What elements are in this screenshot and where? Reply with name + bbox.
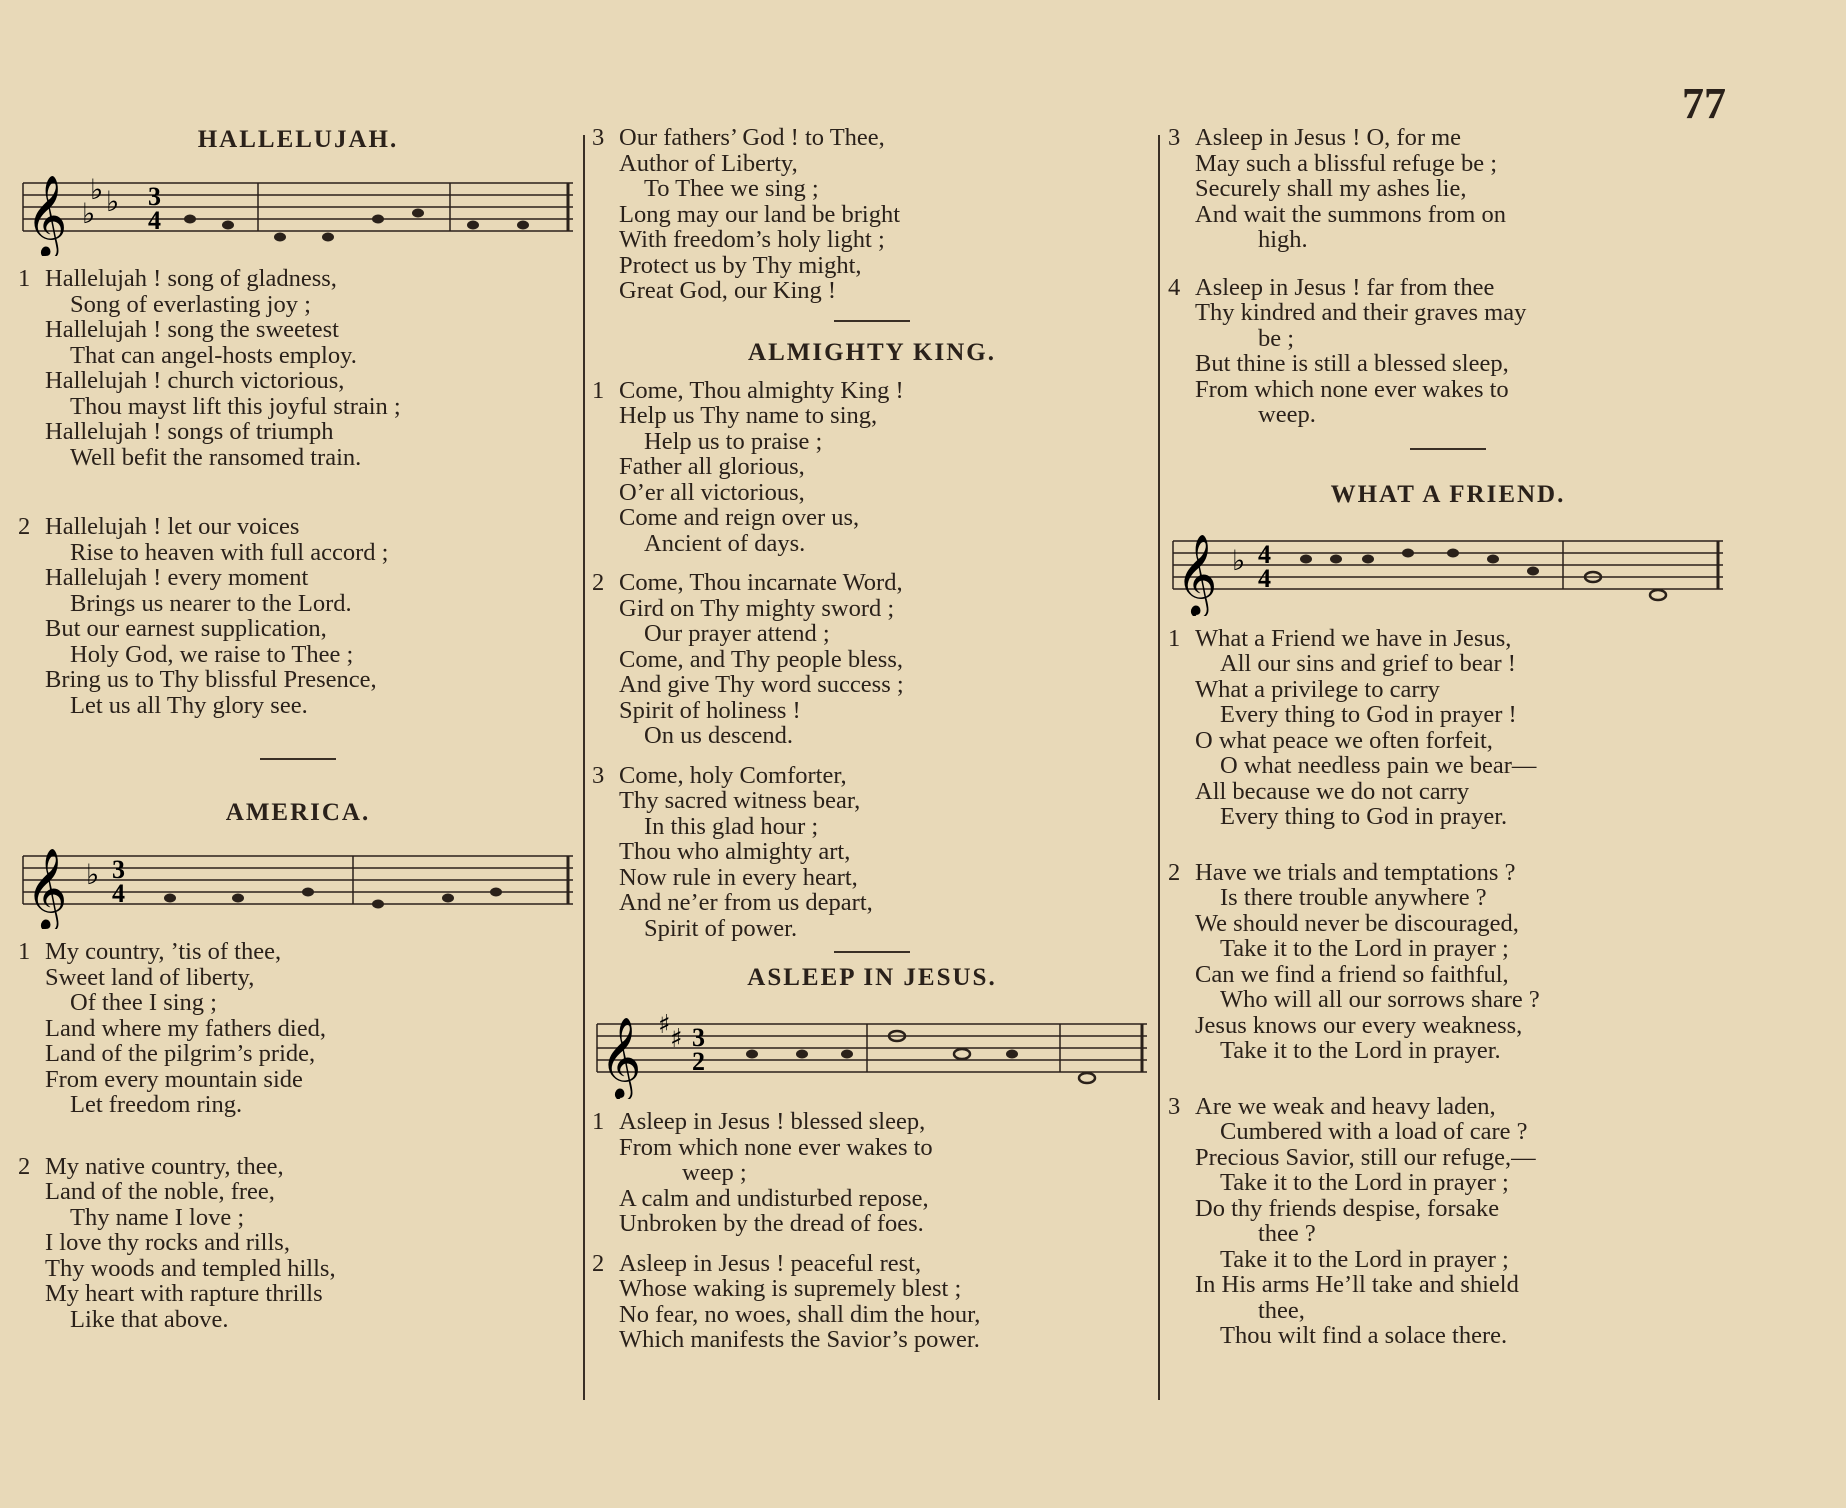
lyric-line: Come, holy Comforter, (619, 761, 847, 789)
lyric-line: Land where my fathers died, (45, 1014, 326, 1042)
stanza (1168, 860, 1728, 1064)
treble-clef-icon: 𝄞 (26, 847, 68, 929)
lyric-line: Land of the pilgrim’s pride, (45, 1040, 316, 1067)
hymn-america (18, 798, 578, 1332)
lyric-line: Of thee I sing ; (70, 989, 217, 1016)
lyric-line: Come, Thou incarnate Word, (619, 569, 903, 596)
lyric-line: Well befit the ransomed train. (70, 443, 362, 471)
lyric-line: What a privilege to carry (1195, 675, 1440, 703)
lyric-line: In this glad hour ; (644, 812, 819, 840)
stanza (592, 1251, 1152, 1353)
stanza-number: 3 (1168, 1092, 1181, 1120)
time-signature-bottom: 2 (692, 1047, 705, 1076)
lyric-line: Cumbered with a load of care ? (1220, 1118, 1528, 1145)
lyric-line: Every thing to God in prayer ! (1220, 701, 1517, 728)
time-signature-bottom: 4 (148, 206, 161, 235)
column-divider (583, 135, 585, 1400)
lyric-line: Now rule in every heart, (619, 863, 858, 891)
stanza-number: 2 (18, 1152, 31, 1180)
flat-icon: ♭ (90, 173, 104, 206)
stanza (1168, 1094, 1728, 1349)
treble-clef-icon: 𝄞 (1176, 532, 1218, 615)
lyric-line: O what peace we often forfeit, (1195, 726, 1493, 754)
lyric-line: Spirit of power. (644, 914, 798, 942)
music-staff (1168, 516, 1728, 616)
lyric-line: Is there trouble anywhere ? (1220, 884, 1487, 911)
lyric-line: Great God, our King ! (619, 277, 837, 304)
lyric-line: From every mountain side (45, 1065, 303, 1093)
stanza-number: 1 (592, 376, 605, 404)
hymn-title: ASLEEP IN JESUS. (747, 964, 997, 991)
lyric-line: Bring us to Thy blissful Presence, (45, 666, 377, 693)
lyric-line: All our sins and grief to bear ! (1220, 650, 1516, 677)
lyric-line: Thy woods and templed hills, (45, 1254, 336, 1282)
lyric-line: Thou who almighty art, (619, 838, 851, 865)
stanza-number: 3 (592, 761, 605, 789)
page-number: 77 (1682, 79, 1726, 128)
stanza (592, 570, 1152, 749)
stanza-number: 1 (592, 1108, 605, 1135)
lyric-line: In His arms He’ll take and shield (1195, 1271, 1519, 1298)
lyric-line: My native country, thee, (45, 1152, 284, 1180)
stanza (18, 266, 578, 470)
lyric-line: Jesus knows our every weakness, (1195, 1011, 1523, 1039)
flat-icon: ♭ (1232, 543, 1246, 577)
flat-icon: ♭ (86, 858, 100, 891)
lyric-line: Unbroken by the dread of foes. (619, 1210, 924, 1237)
lyric-line: Take it to the Lord in prayer ; (1220, 1245, 1509, 1273)
lyric-line: From which none ever wakes to (1195, 375, 1509, 403)
lyric-line: Song of everlasting joy ; (70, 290, 311, 318)
lyric-line: Come, and Thy people bless, (619, 645, 903, 673)
flat-icon: ♭ (82, 197, 96, 230)
lyric-line: Whose waking is supremely blest ; (619, 1275, 962, 1302)
lyric-line: Do thy friends despise, forsake (1195, 1194, 1500, 1222)
lyric-line: My heart with rapture thrills (45, 1280, 323, 1307)
stanza (1168, 626, 1728, 830)
lyric-line: Like that above. (70, 1305, 229, 1333)
stanza-number: 1 (18, 938, 31, 965)
notes (746, 1031, 1095, 1083)
lyric-line: Can we find a friend so faithful, (1195, 960, 1509, 988)
stanza (592, 763, 1152, 942)
stanza (1168, 275, 1728, 428)
treble-clef-icon: 𝄞 (26, 174, 68, 256)
lyric-line: Take it to the Lord in prayer ; (1220, 935, 1509, 962)
stanza-number: 1 (1168, 624, 1181, 652)
lyric-line: Take it to the Lord in prayer. (1220, 1037, 1501, 1064)
column-divider (1158, 135, 1160, 1400)
lyric-line: From which none ever wakes to (619, 1133, 933, 1161)
lyric-line: Thou mayst lift this joyful strain ; (70, 392, 401, 420)
lyric-line: Asleep in Jesus ! blessed sleep, (619, 1108, 926, 1135)
treble-clef-icon: 𝄞 (600, 1016, 642, 1098)
stanza-number: 2 (1168, 858, 1181, 886)
lyric-line: Ancient of days. (644, 529, 806, 557)
hymn-title: HALLELUJAH. (197, 126, 399, 153)
lyric-line: Holy God, we raise to Thee ; (70, 640, 354, 668)
lyric-line: I love thy rocks and rills, (45, 1229, 290, 1256)
flat-icon: ♭ (106, 185, 120, 218)
lyric-line: And give Thy word success ; (619, 671, 904, 698)
time-signature-top: 3 (112, 855, 125, 884)
stanza (1168, 125, 1728, 253)
lyric-line: And wait the summons from on (1195, 200, 1506, 228)
music-staff (592, 999, 1152, 1099)
lyric-line: Every thing to God in prayer. (1220, 803, 1508, 830)
time-signature-top: 4 (1258, 539, 1271, 569)
lyric-line: Hallelujah ! song of gladness, (45, 265, 337, 292)
hymn-what-a-friend (1168, 480, 1728, 1349)
lyric-line: Hallelujah ! every moment (45, 564, 309, 591)
lyric-line: No fear, no woes, shall dim the hour, (619, 1300, 981, 1328)
lyric-line: With freedom’s holy light ; (619, 226, 885, 253)
lyric-line: Thou wilt find a solace there. (1220, 1322, 1508, 1349)
lyric-line: We should never be discouraged, (1195, 909, 1519, 937)
lyric-line: Help us to praise ; (644, 427, 823, 455)
stanza-number: 2 (592, 1249, 605, 1277)
lyric-line: To Thee we sing ; (644, 175, 819, 202)
lyric-line: Take it to the Lord in prayer ; (1220, 1169, 1509, 1196)
lyric-line: Thy name I love ; (70, 1203, 245, 1231)
lyric-line: O what needless pain we bear— (1220, 752, 1537, 779)
notes (1300, 548, 1666, 600)
lyric-line: But thine is still a blessed sleep, (1195, 350, 1509, 377)
lyric-line: Rise to heaven with full accord ; (70, 538, 389, 566)
lyric-line: Hallelujah ! song the sweetest (45, 316, 339, 343)
lyric-line: Our prayer attend ; (644, 620, 830, 647)
notes (164, 888, 502, 909)
lyric-line: Thy kindred and their graves may (1195, 299, 1527, 326)
lyric-line: Let freedom ring. (70, 1091, 243, 1118)
hymn-hallelujah (18, 125, 578, 718)
lyric-line: And ne’er from us depart, (619, 889, 873, 916)
lyric-line: Come and reign over us, (619, 504, 860, 531)
lyric-line: Hallelujah ! church victorious, (45, 367, 345, 394)
lyric-line: high. (1258, 226, 1308, 253)
stanza (592, 1109, 1152, 1237)
lyric-line: weep ; (682, 1159, 747, 1186)
lyric-line: Father all glorious, (619, 453, 805, 480)
stanza (592, 125, 1152, 304)
stanza (18, 939, 578, 1118)
lyric-line: Brings us nearer to the Lord. (70, 589, 352, 617)
lyric-line: Help us Thy name to sing, (619, 402, 878, 429)
column-1 (18, 125, 578, 1332)
stanza-number: 2 (18, 513, 31, 540)
lyric-line: thee, (1258, 1296, 1305, 1324)
lyric-line: O’er all victorious, (619, 478, 805, 506)
stanza (18, 1154, 578, 1333)
lyric-line: Hallelujah ! let our voices (45, 513, 300, 540)
stanza-number: 3 (1168, 124, 1181, 151)
lyric-line: Hallelujah ! songs of triumph (45, 418, 334, 445)
lyric-line: Securely shall my ashes lie, (1195, 175, 1467, 202)
lyric-line: Asleep in Jesus ! peaceful rest, (619, 1249, 922, 1277)
lyric-line: Spirit of holiness ! (619, 696, 801, 724)
stanza-number: 3 (592, 124, 605, 151)
lyric-line: Let us all Thy glory see. (70, 691, 308, 719)
stanza-number: 2 (592, 569, 605, 596)
column-3 (1168, 125, 1728, 1349)
time-signature-top: 3 (692, 1023, 705, 1052)
lyric-line: Gird on Thy mighty sword ; (619, 594, 895, 622)
lyric-line: But our earnest supplication, (45, 615, 327, 642)
lyric-line: Precious Savior, still our refuge,— (1195, 1143, 1536, 1171)
music-staff (18, 161, 578, 256)
lyric-line: My country, ’tis of thee, (45, 938, 282, 965)
time-signature-bottom: 4 (1258, 563, 1271, 593)
lyric-line: Long may our land be bright (619, 200, 901, 228)
hymn-title: ALMIGHTY KING. (748, 338, 996, 366)
hymn-title: AMERICA. (225, 799, 371, 826)
column-2 (592, 125, 1152, 1353)
lyric-line: thee ? (1258, 1220, 1316, 1247)
lyric-line: Which manifests the Savior’s power. (619, 1326, 980, 1353)
time-signature-bottom: 4 (112, 879, 125, 908)
stanza (18, 514, 578, 718)
lyric-line: Are we weak and heavy laden, (1195, 1092, 1496, 1120)
lyric-line: Land of the noble, free, (45, 1178, 275, 1205)
sharp-icon: ♯ (658, 1010, 671, 1040)
music-staff (18, 834, 578, 929)
stanza (592, 378, 1152, 557)
lyric-line: Asleep in Jesus ! O, for me (1195, 124, 1462, 151)
hymn-title: WHAT A FRIEND. (1330, 480, 1566, 508)
hymn-almighty-king (592, 338, 1152, 942)
lyric-line: That can angel-hosts employ. (70, 341, 357, 369)
notes (184, 209, 529, 242)
lyric-line: All because we do not carry (1195, 777, 1470, 805)
lyric-line: be ; (1258, 324, 1295, 352)
lyric-line: Come, Thou almighty King ! (619, 376, 904, 404)
lyric-line: Protect us by Thy might, (619, 251, 862, 279)
lyric-line: Our fathers’ God ! to Thee, (619, 124, 885, 151)
lyric-line: Asleep in Jesus ! far from thee (1195, 273, 1495, 301)
lyric-line: A calm and undisturbed repose, (619, 1184, 929, 1212)
lyric-line: On us descend. (644, 722, 794, 749)
lyric-line: Have we trials and temptations ? (1195, 858, 1516, 886)
time-signature-top: 3 (148, 182, 161, 211)
lyric-line: Author of Liberty, (619, 149, 798, 177)
sharp-icon: ♯ (670, 1024, 683, 1054)
lyric-line: May such a blissful refuge be ; (1195, 149, 1498, 177)
hymn-asleep-in-jesus (592, 963, 1152, 1353)
lyric-line: weep. (1258, 401, 1316, 428)
lyric-line: Who will all our sorrows share ? (1220, 986, 1540, 1013)
stanza-number: 4 (1168, 273, 1181, 301)
lyric-line: Thy sacred witness bear, (619, 787, 861, 814)
lyric-line: What a Friend we have in Jesus, (1195, 624, 1512, 652)
lyric-line: Sweet land of liberty, (45, 963, 255, 991)
stanza-number: 1 (18, 265, 31, 292)
